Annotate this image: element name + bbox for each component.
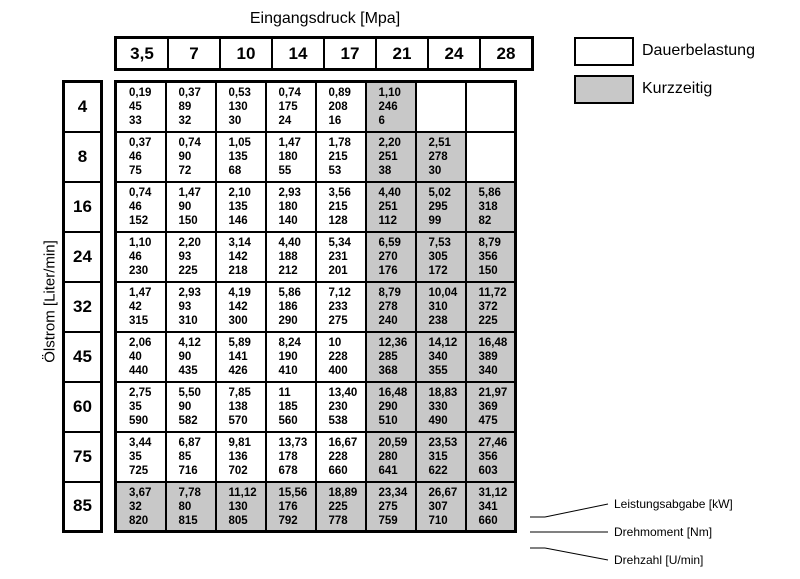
cell-torque: 142 (228, 300, 248, 313)
cell-speed: 641 (378, 464, 398, 477)
cell-torque: 369 (478, 400, 498, 413)
cell-speed: 435 (178, 364, 198, 377)
cell-torque: 135 (228, 200, 248, 213)
cell-power: 12,36 (378, 336, 408, 349)
cell-torque: 315 (428, 450, 448, 463)
cell-torque: 278 (378, 300, 398, 313)
cell-speed: 603 (478, 464, 498, 477)
cell-torque: 178 (278, 450, 298, 463)
cell-speed: 225 (178, 264, 198, 277)
cell-speed: 290 (278, 314, 298, 327)
cell-power: 27,46 (478, 436, 508, 449)
cell-torque: 251 (378, 150, 398, 163)
cell-torque: 46 (129, 250, 142, 263)
cell-torque: 130 (228, 500, 248, 513)
cell-speed: 702 (228, 464, 248, 477)
pressure-header-cell: 3,5 (116, 38, 169, 70)
pressure-header-cell: 10 (220, 38, 272, 70)
pressure-header-cell: 21 (376, 38, 428, 70)
cell-power: 8,79 (478, 236, 501, 249)
cell-torque: 230 (328, 400, 348, 413)
cell-power: 4,40 (378, 186, 401, 199)
cell-torque: 93 (178, 250, 192, 263)
cell-torque: 290 (378, 400, 398, 413)
cell-speed: 355 (428, 364, 448, 377)
cell-torque: 46 (129, 200, 142, 213)
cell-speed: 490 (428, 414, 448, 427)
cell-power: 6,59 (378, 236, 401, 249)
annotation-power: Leistungsabgabe [kW] (614, 497, 733, 511)
cell-torque: 372 (478, 300, 498, 313)
cell-speed: 218 (228, 264, 248, 277)
cell-speed: 225 (478, 314, 498, 327)
cell-power: 16,48 (478, 336, 508, 349)
cell-torque: 185 (278, 400, 298, 413)
cell-speed: 475 (478, 414, 498, 427)
cell-power: 9,81 (228, 436, 251, 449)
cell-power: 0,53 (228, 87, 251, 99)
cell-speed: 55 (278, 164, 292, 177)
cell-torque: 215 (328, 200, 348, 213)
cell-speed: 24 (278, 115, 292, 127)
cell-speed: 38 (378, 164, 392, 177)
cell-speed: 570 (228, 414, 248, 427)
cell-speed: 238 (428, 314, 448, 327)
cell-power: 8,79 (378, 286, 401, 299)
cell-speed: 6 (378, 115, 385, 127)
cell-torque: 85 (178, 450, 192, 463)
cell-speed: 172 (428, 264, 448, 277)
cell-power: 1,47 (129, 286, 152, 299)
cell-power: 5,02 (428, 186, 451, 199)
cell-torque: 215 (328, 150, 348, 163)
cell-torque: 35 (129, 400, 142, 413)
cell-torque: 142 (228, 250, 248, 263)
cell-power: 16,67 (328, 436, 358, 449)
cell-power: 5,89 (228, 336, 251, 349)
cell-speed: 678 (278, 464, 298, 477)
cell-power: 18,83 (428, 386, 458, 399)
cell-power: 2,10 (228, 186, 251, 199)
cell-torque: 90 (178, 200, 192, 213)
cell-speed: 72 (178, 164, 192, 177)
cell-power: 3,44 (129, 436, 152, 449)
cell-speed: 53 (328, 164, 342, 177)
cell-torque: 135 (228, 150, 248, 163)
cell-power: 5,86 (478, 186, 501, 199)
cell-speed: 510 (378, 414, 398, 427)
annotation-torque: Drehmoment [Nm] (614, 525, 713, 539)
cell-torque: 270 (378, 250, 398, 263)
cell-power: 6,87 (178, 436, 201, 449)
cell-torque: 246 (378, 101, 398, 113)
cell-power: 21,97 (478, 386, 508, 399)
legend-label-continuous: Dauerbelastung (642, 42, 755, 59)
cell-torque: 90 (178, 350, 192, 363)
cell-power: 3,67 (129, 486, 152, 499)
cell-power: 20,59 (378, 436, 408, 449)
cell-power: 0,89 (328, 87, 351, 99)
flow-header-cell: 4 (64, 82, 102, 132)
cell-torque: 90 (178, 150, 192, 163)
cell-speed: 538 (328, 414, 348, 427)
cell-power: 13,40 (328, 386, 358, 399)
cell-power: 11 (278, 386, 291, 399)
cell-speed: 140 (278, 214, 298, 227)
cell-speed: 152 (129, 214, 149, 227)
cell-torque: 130 (228, 101, 248, 113)
cell-speed: 230 (129, 264, 149, 277)
cell-speed: 30 (228, 115, 242, 127)
cell-torque: 278 (428, 150, 448, 163)
cell-speed: 112 (378, 214, 398, 227)
cell-torque: 190 (278, 350, 298, 363)
cell-torque: 180 (278, 150, 298, 163)
cell-power: 2,93 (278, 186, 301, 199)
cell-speed: 582 (178, 414, 198, 427)
cell-power: 0,19 (129, 87, 152, 99)
cell-speed: 560 (278, 414, 298, 427)
cell-power: 2,20 (178, 236, 201, 249)
cell-speed: 440 (129, 364, 149, 377)
flow-header-cell: 45 (64, 332, 102, 382)
cell-power: 31,12 (478, 486, 508, 499)
cell-speed: 725 (129, 464, 149, 477)
cell-power: 3,56 (328, 186, 351, 199)
cell-speed: 622 (428, 464, 448, 477)
cell-power: 11,72 (478, 286, 507, 299)
cell-speed: 201 (328, 264, 348, 277)
cell-torque: 340 (428, 350, 448, 363)
cell-power: 10 (328, 336, 342, 349)
cell-torque: 90 (178, 400, 192, 413)
cell-speed: 68 (228, 164, 242, 177)
cell-speed: 310 (178, 314, 198, 327)
cell-power: 0,74 (278, 87, 301, 99)
cell-torque: 233 (328, 300, 348, 313)
cell-speed: 150 (178, 214, 198, 227)
cell-power: 5,34 (328, 236, 351, 249)
cell-torque: 310 (428, 300, 448, 313)
cell-torque: 225 (328, 500, 348, 513)
cell-speed: 82 (478, 214, 492, 227)
cell-speed: 815 (178, 514, 198, 527)
cell-speed: 820 (129, 514, 149, 527)
cell-power: 2,06 (129, 336, 152, 349)
cell-speed: 300 (228, 314, 248, 327)
cell-power: 11,12 (228, 486, 257, 499)
cell-power: 7,78 (178, 486, 201, 499)
cell-torque: 285 (378, 350, 398, 363)
cell-speed: 660 (478, 514, 498, 527)
cell-power: 7,53 (428, 236, 451, 249)
cell-power: 7,12 (328, 286, 351, 299)
cell-torque: 141 (228, 350, 248, 363)
legend-label-short: Kurzzeitig (642, 80, 713, 97)
cell-torque: 208 (328, 101, 348, 113)
axis-title-flow: Ölstrom [Liter/min] (41, 240, 59, 363)
cell-torque: 330 (428, 400, 448, 413)
cell-speed: 660 (328, 464, 348, 477)
cell-torque: 188 (278, 250, 298, 263)
flow-header-cell: 75 (64, 432, 102, 482)
cell-power: 0,37 (178, 87, 201, 99)
cell-torque: 35 (129, 450, 142, 463)
cell-speed: 240 (378, 314, 398, 327)
cell-power: 26,67 (428, 486, 458, 499)
cell-torque: 228 (328, 450, 348, 463)
pressure-header-cell: 28 (480, 38, 533, 70)
cell-speed: 212 (278, 264, 298, 277)
cell-power: 0,74 (129, 186, 152, 199)
cell-torque: 180 (278, 200, 298, 213)
cell-power: 1,05 (228, 136, 251, 149)
axis-title-pressure: Eingangsdruck [Mpa] (249, 10, 401, 27)
cell-speed: 778 (328, 514, 348, 527)
cell-torque: 341 (478, 500, 498, 513)
cell-torque: 138 (228, 400, 248, 413)
cell-power: 2,75 (129, 386, 152, 399)
cell-power: 23,34 (378, 486, 408, 499)
cell-power: 5,50 (178, 386, 201, 399)
cell-power: 1,10 (378, 87, 401, 99)
cell-power: 2,51 (428, 136, 451, 149)
cell-power: 1,47 (278, 136, 301, 149)
cell-speed: 716 (178, 464, 198, 477)
cell-speed: 16 (328, 115, 342, 127)
cell-torque: 275 (378, 500, 398, 513)
cell-power: 16,48 (378, 386, 408, 399)
cell-torque: 93 (178, 300, 192, 313)
cell-power: 7,85 (228, 386, 251, 399)
cell-torque: 186 (278, 300, 298, 313)
cell-speed: 176 (378, 264, 398, 277)
cell-torque: 175 (278, 101, 298, 113)
cell-torque: 295 (428, 200, 448, 213)
cell-power: 23,53 (428, 436, 458, 449)
cell-torque: 356 (478, 450, 498, 463)
cell-power: 0,74 (178, 136, 201, 149)
cell-speed: 150 (478, 264, 498, 277)
cell-power: 1,78 (328, 136, 351, 149)
cell-speed: 759 (378, 514, 398, 527)
cell-torque: 318 (478, 200, 498, 213)
cell-speed: 33 (129, 115, 142, 127)
cell-power: 4,40 (278, 236, 301, 249)
cell-torque: 136 (228, 450, 248, 463)
cell-speed: 128 (328, 214, 348, 227)
cell-speed: 400 (328, 364, 348, 377)
cell-power: 8,24 (278, 336, 301, 349)
cell-speed: 315 (129, 314, 149, 327)
cell-power: 3,14 (228, 236, 251, 249)
cell-power: 1,10 (129, 236, 152, 249)
cell-power: 1,47 (178, 186, 201, 199)
cell-torque: 305 (428, 250, 448, 263)
cell-speed: 368 (378, 364, 398, 377)
cell-torque: 42 (129, 300, 142, 313)
flow-header-cell: 85 (64, 482, 102, 532)
cell-power: 2,93 (178, 286, 201, 299)
cell-speed: 340 (478, 364, 498, 377)
cell-power: 13,73 (278, 436, 308, 449)
cell-power: 14,12 (428, 336, 458, 349)
flow-header-cell: 32 (64, 282, 102, 332)
cell-speed: 32 (178, 115, 192, 127)
cell-torque: 45 (129, 101, 142, 113)
cell-speed: 710 (428, 514, 448, 527)
cell-speed: 30 (428, 164, 442, 177)
cell-speed: 805 (228, 514, 248, 527)
cell-torque: 231 (328, 250, 348, 263)
pressure-header-cell: 24 (428, 38, 480, 70)
cell-speed: 275 (328, 314, 348, 327)
cell-power: 0,37 (129, 136, 152, 149)
cell-torque: 32 (129, 500, 142, 513)
cell-power: 18,89 (328, 486, 358, 499)
cell-speed: 590 (129, 414, 149, 427)
cell-power: 4,19 (228, 286, 251, 299)
cell-torque: 46 (129, 150, 142, 163)
flow-header-cell: 8 (64, 132, 102, 182)
cell-torque: 228 (328, 350, 348, 363)
cell-speed: 146 (228, 214, 248, 227)
pressure-header-cell: 14 (272, 38, 324, 70)
cell-torque: 89 (178, 101, 192, 113)
pressure-header-cell: 17 (324, 38, 376, 70)
cell-speed: 426 (228, 364, 248, 377)
cell-speed: 75 (129, 164, 142, 177)
pressure-header-cell: 7 (168, 38, 220, 70)
cell-power: 5,86 (278, 286, 301, 299)
flow-header-cell: 16 (64, 182, 102, 232)
annotation-speed: Drehzahl [U/min] (614, 553, 704, 567)
cell-torque: 307 (428, 500, 448, 513)
cell-speed: 792 (278, 514, 298, 527)
cell-speed: 410 (278, 364, 298, 377)
cell-torque: 40 (129, 350, 142, 363)
flow-header-cell: 60 (64, 382, 102, 432)
cell-power: 15,56 (278, 486, 308, 499)
flow-header-cell: 24 (64, 232, 102, 282)
cell-torque: 176 (278, 500, 298, 513)
cell-power: 10,04 (428, 286, 458, 299)
cell-torque: 356 (478, 250, 498, 263)
cell-power: 2,20 (378, 136, 401, 149)
cell-torque: 280 (378, 450, 398, 463)
cell-power: 4,12 (178, 336, 201, 349)
cell-torque: 80 (178, 500, 192, 513)
cell-speed: 99 (428, 214, 442, 227)
cell-torque: 251 (378, 200, 398, 213)
cell-torque: 389 (478, 350, 498, 363)
